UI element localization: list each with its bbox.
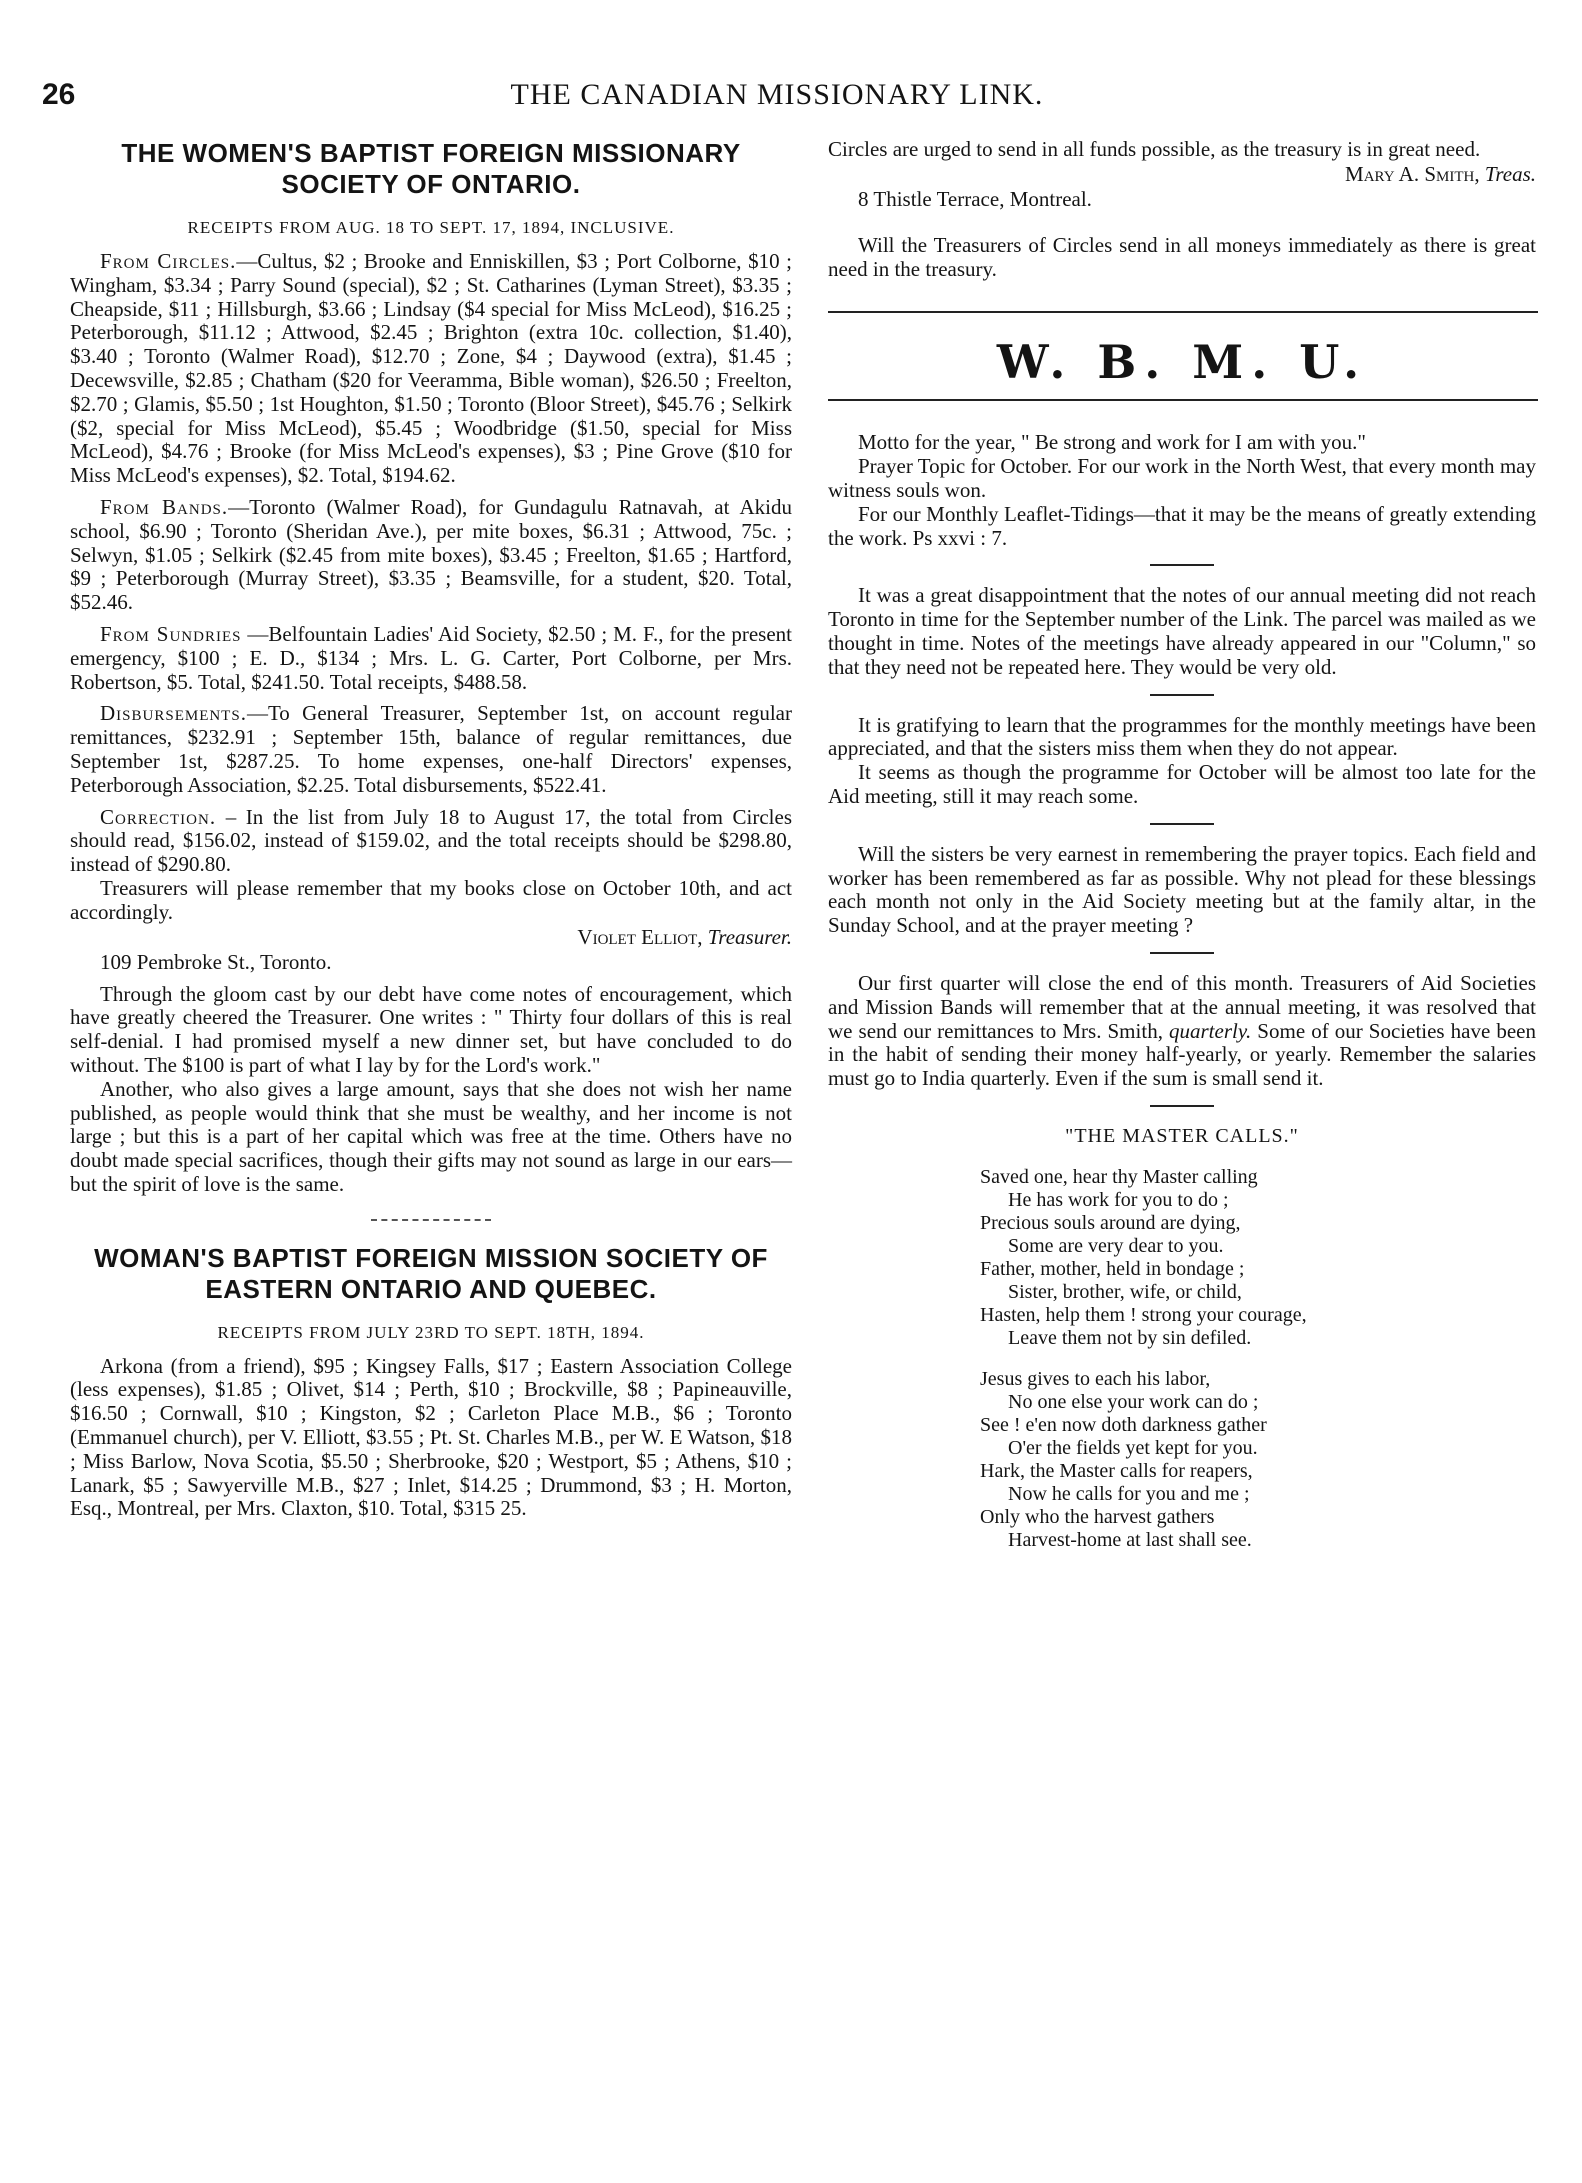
signature-name: Mary A. Smith, [1345,161,1480,186]
signature-name: Violet Elliot, [577,924,703,949]
divider-1 [1150,564,1214,566]
signature-role: Treasurer. [707,924,792,949]
section-heading-ontario: THE WOMEN'S BAPTIST FOREIGN MISSIONARY SOCIETY OF ONTARIO. [121,138,741,199]
another-giver-paragraph: Another, who also gives a large amount, says that she does not wish her name published, as people would think that she must be wealthy, and her income is not large ; but this is a part of her capital which was free at the time. Others have no doubt made special sacrifices, though their gifts may not sound as large in our ears—but the spirit of love is the same. [70,1076,792,1196]
disbursements-label: Disbursements. [100,701,247,726]
motto-paragraph: Motto for the year, " Be strong and work for I am with you." [858,430,1366,455]
disappointment-paragraph: It was a great disappointment that the notes of our annual meeting did not reach Toronto in time for the September number of the Link. The parcel was mailed as we thought in time. Notes of the meetings have already appeared in our "Column," so that they need not be repeated here. They would be very old. [828,583,1536,679]
treasurer-address: 109 Pembroke St., Toronto. [100,949,332,974]
section-heading-eastern-ontario: WOMAN'S BAPTIST FOREIGN MISSION SOCIETY OF EASTERN ONTARIO AND QUEBEC. [94,1242,768,1304]
poem-line: Some are very dear to you. [1008,1234,1224,1257]
from-circles-label: From Circles. [100,249,237,273]
divider-3 [1150,823,1214,825]
from-circles-paragraph [70,250,792,488]
poem-line: Saved one, hear thy Master calling [980,1165,1258,1188]
poem-line: He has work for you to do ; [1008,1188,1229,1211]
poem-line: Precious souls around are dying, [980,1211,1241,1234]
from-circles-text: —Cultus, $2 ; Brooke and Enniskillen, $3 ; Port Colborne, $10 ; Wingham, $3.34 ; Parry Sound (special), $2 ; St. Catharines (Lyman Street), $3.35 ; Cheapside, $11 ; Hillsburgh, $3.66 ; Lindsay ($4 special for Miss McLeod), $16.25 ; Peterborough, $11.12 ; Attwood, $2.45 ; Brighton (extra 10c. collection, $1.40), $3.40 ; Toronto (Walmer Road), $12.70 ; Zone, $4 ; Daywood (extra), $1.45 ; Decewsville, $2.85 ; Chatham ($20 for Veeramma, Bible woman), $26.50 ; Freelton, $2.70 ; Glamis, $5.50 ; 1st Houghton, $1.50 ; Toronto (Bloor Street), $45.76 ; Selkirk ($2, special for Miss McLeod), $5.45 ; Woodbridge ($1.50, special for Miss McLeod), $4.76 ; Brooke (for Miss McLeod's expenses), $3 ; Pine Grove ($10 for Miss McLeod's expenses), $2. Total, $194.62. [70,249,792,488]
treasurers-of-circles-note: Will the Treasurers of Circles send in all moneys immediately as there is great need in the treasury. [828,232,1536,281]
wbmu-title: W. B. M. U. [996,335,1368,390]
poem-line: Harvest-home at last shall see. [1008,1528,1252,1551]
poem-line: Only who the harvest gathers [980,1505,1215,1528]
first-quarter-text-a: Our first quarter will close the end of this month. Treasurers of Aid Societies and Mission Bands will remember that at the annual meeting, it was resolved that we send our remittances to Mrs. Smith, [828,970,1536,1043]
running-title: THE CANADIAN MISSIONARY LINK. [510,78,1044,111]
poem-line: O'er the fields yet kept for you. [1008,1436,1258,1459]
left-column [70,138,792,1521]
poem-line: No one else your work can do ; [1008,1390,1259,1413]
poem-stanza-2 [980,1368,1536,1552]
poem-line: Leave them not by sin defiled. [1008,1326,1252,1349]
poem-line: Jesus gives to each his labor, [980,1367,1211,1390]
encouragement-paragraph: Through the gloom cast by our debt have come notes of encouragement, which have greatly cheered the Treasurer. One writes : " Thirty four dollars of this is real self-denial. I had promised myself a new dinner set, but have concluded to do without. The $100 is part of what I lay by for the Lord's work." [70,981,792,1077]
smith-signature [828,162,1536,187]
eastern-receipts-paragraph: Arkona (from a friend), $95 ; Kingsey Falls, $17 ; Eastern Association College (less expenses), $1.85 ; Olivet, $14 ; Perth, $10 ; Brockville, $8 ; Papineauville, $16.50 ; Cornwall, $10 ; Kingston, $2 ; Carleton Place M.B., $6 ; Toronto (Emmanuel church), per V. Elliott, $3.55 ; Pt. St. Charles M.B., per W. E Watson, $18 ; Miss Barlow, Nova Scotia, $5.50 ; Sherbrooke, $20 ; Westport, $5 ; Athens, $10 ; Lanark, $5 ; Sawyerville M.B., $27 ; Inlet, $14.25 ; Drummond, $3 ; H. Morton, Esq., Montreal, per Mrs. Claxton, $10. Total, $315 25. [70,1353,792,1521]
receipts-line-ontario: RECEIPTS FROM AUG. 18 TO SEPT. 17, 1894, INCLUSIVE. [187,218,675,237]
disbursements-text: —To General Treasurer, September 1st, on account regular remittances, $232.91 ; September 15th, balance of regular remittances, due September 1st, $287.25. To home expenses, one-half Directors' expenses, Peterborough Association, $2.25. Total disbursements, $522.41. [70,701,792,797]
prayer-topic-paragraph: Prayer Topic for October. For our work in the North West, that every month may witness souls won. [828,454,1536,502]
poem-title: "THE MASTER CALLS." [1065,1124,1299,1147]
circles-urged-paragraph: Circles are urged to send in all funds possible, as the treasury is in great need. [828,137,1481,161]
from-bands-text: —Toronto (Walmer Road), for Gundagulu Ratnavah, at Akidu school, $6.90 ; Toronto (Sheridan Ave.), per mite boxes, $6.31 ; Attwood, 75c. ; Selwyn, $1.05 ; Selkirk ($2.45 from mite boxes), $3.45 ; Freelton, $1.65 ; Hartford, $9 ; Peterborough (Murray Street), $3.35 ; Beamsville, for a student, $20. Total, $52.46. [70,494,792,615]
poem-line: See ! e'en now doth darkness gather [980,1413,1267,1436]
poem-stanza-1 [980,1166,1536,1350]
correction-label: Correction. [100,804,217,829]
page-header [42,78,1512,118]
poem-line: Hark, the Master calls for reapers, [980,1459,1253,1482]
leaflet-paragraph: For our Monthly Leaflet-Tidings—that it may be the means of greatly extending the work. Ps xxvi : 7. [828,501,1536,550]
signature-role: Treas. [1484,161,1536,186]
first-quarter-paragraph [828,972,1536,1091]
right-column [828,138,1536,1570]
from-bands-paragraph [70,496,792,615]
treasurers-note: Treasurers will please remember that my books close on October 10th, and act accordingly. [70,875,792,924]
from-sundries-label: From Sundries [100,621,242,646]
poem-line: Father, mother, held in bondage ; [980,1257,1245,1280]
disbursements-paragraph [70,702,792,797]
smith-address: 8 Thistle Terrace, Montreal. [858,186,1092,211]
poem-line: Now he calls for you and me ; [1008,1482,1250,1505]
from-bands-label: From Bands. [100,494,229,519]
poem-line: Sister, brother, wife, or child, [1008,1280,1242,1303]
from-sundries-text: —Belfountain Ladies' Aid Society, $2.50 ; M. F., for the present emergency, $100 ; E. D., $134 ; Mrs. L. G. Carter, Port Colborne, per Mrs. Robertson, $5. Total, $241.50. Total receipts, $488.58. [70,621,792,694]
first-quarter-text-b: Some of our Societies have been in the habit of sending their money half-yearly, or yearly. Remember the salaries must go to India quarterly. Even if the sum is small send it. [828,1018,1536,1091]
wbmu-bottom-rule [828,399,1538,401]
october-programme-paragraph: It seems as though the programme for October will be almost too late for the Aid meeting, still it may reach some. [828,760,1536,808]
page-number: 26 [42,78,76,111]
wbmu-top-rule [828,311,1538,313]
gratifying-paragraph: It is gratifying to learn that the programmes for the monthly meetings have been appreciated, and that the sisters miss them when they do not appear. [828,712,1536,761]
poem-line: Hasten, help them ! strong your courage, [980,1303,1307,1326]
divider-4 [1150,952,1214,954]
divider-5 [1150,1105,1214,1107]
receipts-line-eastern: RECEIPTS FROM JULY 23RD TO SEPT. 18TH, 1894. [217,1322,645,1342]
correction-text: – In the list from July 18 to August 17, the total from Circles should read, $156.02, instead of $159.02, and the total receipts should be $298.80, instead of $290.80. [70,804,792,877]
from-sundries-paragraph [70,623,792,694]
section-divider [371,1219,491,1221]
treasurer-signature [70,925,792,950]
divider-2 [1150,694,1214,696]
prayer-topics-paragraph: Will the sisters be very earnest in remembering the prayer topics. Each field and worker has been remembered as far as possible. Why not plead for these blessings each month not only in the Aid Society meeting but at the family altar, in the Sunday School, and at the prayer meeting ? [828,841,1536,938]
correction-paragraph [70,806,792,877]
quarterly-emphasis: quarterly. [1169,1018,1252,1043]
